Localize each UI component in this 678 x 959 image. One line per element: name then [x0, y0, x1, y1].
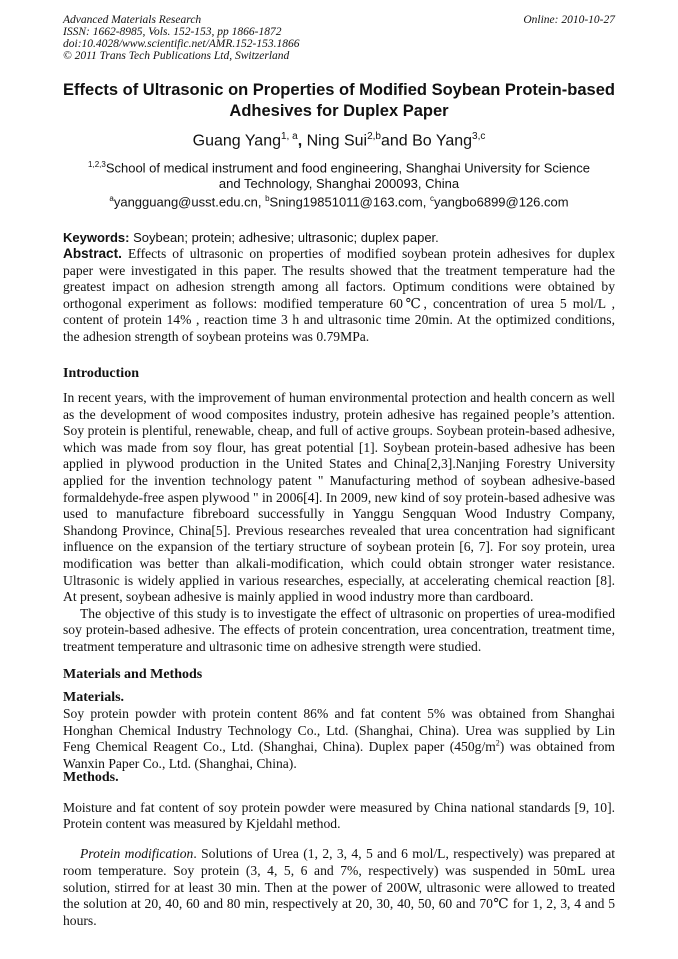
run-in-heading: Protein modification — [80, 846, 194, 862]
unit-sup: 2 — [495, 738, 500, 748]
email-sup: b — [265, 194, 270, 203]
online-date: Online: 2010-10-27 — [523, 14, 615, 26]
paragraph: Moisture and fat content of soy protein powder were measured by China national standards [9, 10]. Protein content was measured by Kjeldahl method. — [63, 799, 615, 832]
section-heading-introduction: Introduction — [63, 366, 139, 381]
author-sup: 2,b — [367, 131, 381, 142]
journal-header — [63, 14, 615, 62]
email-link: Sning19851011@163.com, — [269, 194, 430, 210]
materials-text: Soy protein powder with protein content 86% and fat content 5% was obtained from Shanghai Honghan Chemical Industry Technology Co., Ltd. (Shanghai, China). Urea was supplied by Lin Feng Chemical Reagent Co., Ltd. (Shanghai, China). Duplex paper (450g/m — [63, 706, 615, 755]
paragraph: In recent years, with the improvement of human environmental protection and health concern as well as the development of wood composites industry, protein adhesive has regained people’s attention. Soy protein is plentiful, renewable, cheap, and full of active groups. Soybean protein-based adhesive, which was made from soy flour, has great potential [1]. Soybean protein-based adhesive has been applied in plywood production in the United States and China[2,3].Nanjing Forestry University applied for the invention technology patent " Manufacturing method of soybean adhesive-based formaldehyde-free aspen plywood " in 2006[4]. In 2009, new kind of soy protein-based adhesive was used to manufacture fibreboard successfully in Yanggu Sengquan Wood Industry Company, Shandong Province, China[5]. Previous researches revealed that urea concentration had significant influence on the expansion of the tertiary structure of soybean protein [6, 7]. For soy protein, urea modification was better than alkali-modification, which could obtain stronger water resistance. Ultrasonic is widely applied in various researches, especially, at accelerating chemical reaction [8]. At present, soybean adhesive is mainly applied in wood industry more than cardboard. — [63, 390, 615, 605]
email-sup: c — [429, 194, 434, 203]
introduction-body — [63, 390, 615, 656]
author-emails — [60, 194, 618, 209]
keywords — [63, 230, 615, 247]
journal-name: Advanced Materials Research — [63, 14, 202, 26]
paper-title: Effects of Ultrasonic on Properties of Modified Soybean Protein-based Adhesives for Duplex Paper — [63, 81, 615, 120]
author-list — [60, 131, 618, 150]
keywords-text: Soybean; protein; adhesive; ultrasonic; duplex paper. — [129, 230, 439, 245]
author-name: and Bo Yang — [380, 132, 473, 150]
abstract-label: Abstract. — [63, 246, 122, 261]
doi-line: doi:10.4028/www.scientific.net/AMR.152-153.1866 — [63, 38, 300, 50]
email-link: yangbo6899@126.com — [433, 194, 569, 210]
copyright-line: © 2011 Trans Tech Publications Ltd, Switzerland — [63, 50, 290, 62]
methods-body — [63, 786, 615, 943]
subsection-heading-materials: Materials. — [63, 690, 125, 705]
keywords-label: Keywords: — [63, 230, 130, 245]
email-link: yangguang@usst.edu.cn, — [113, 194, 266, 210]
section-heading-materials-methods: Materials and Methods — [63, 667, 203, 682]
email-sup: a — [109, 194, 114, 203]
paragraph-text: . Solutions of Urea (1, 2, 3, 4, 5 and 6 mol/L, respectively) was prepared at room temperature. Soy protein (3, 4, 5, 6 and 7%, respectively) was suspended in 50mL urea solution, stirred for at least 30 min. Then at the power of 200W, ultrasonic were allowed to treated the solution at 20, 40, 60 and 80 min, respectively at 20, 30, 40, 50, 60 and 70℃ for 1, 2, 3, 4 and 5 hours. — [63, 846, 615, 928]
materials-text: ) was obtained from Wanxin Paper Co., Ltd. (Shanghai, China). — [63, 739, 615, 771]
author-sup: 1, a — [281, 131, 298, 142]
abstract-text: Effects of ultrasonic on properties of modified soybean protein adhesives for duplex paper were investigated in this paper. The results showed that the treatment temperature had the greatest impact on adhesion strength among all factors. Optimum conditions were obtained by orthogonal experiment as follows: modified temperature 60℃, concentration of urea 5 mol/L , content of protein 14% , reaction time 3 h and ultrasonic time 20min. At the optimized conditions, the adhesion strength of soybean proteins was 0.79MPa. — [63, 246, 615, 344]
author-sup: 3,c — [472, 131, 486, 142]
subsection-heading-methods: Methods. — [63, 770, 119, 785]
affiliation — [76, 157, 602, 192]
affiliation-text: School of medical instrument and food engineering, Shanghai University for Science and Technology, Shanghai 200093, China — [105, 160, 590, 192]
paragraph — [63, 846, 615, 929]
abstract — [63, 246, 615, 346]
author-name: Ning Sui — [302, 132, 368, 150]
affiliation-sup: 1,2,3 — [88, 160, 106, 169]
author-separator: , — [297, 132, 303, 150]
materials-body — [63, 706, 615, 772]
author-name: Guang Yang — [192, 132, 281, 150]
issn-line: ISSN: 1662-8985, Vols. 152-153, pp 1866-1872 — [63, 26, 282, 38]
paragraph: The objective of this study is to investigate the effect of ultrasonic on properties of urea-modified soy protein-based adhesive. The effects of protein concentration, urea concentration, treatment time, treatment temperature and ultrasonic time on adhesive strength were studied. — [63, 605, 615, 654]
